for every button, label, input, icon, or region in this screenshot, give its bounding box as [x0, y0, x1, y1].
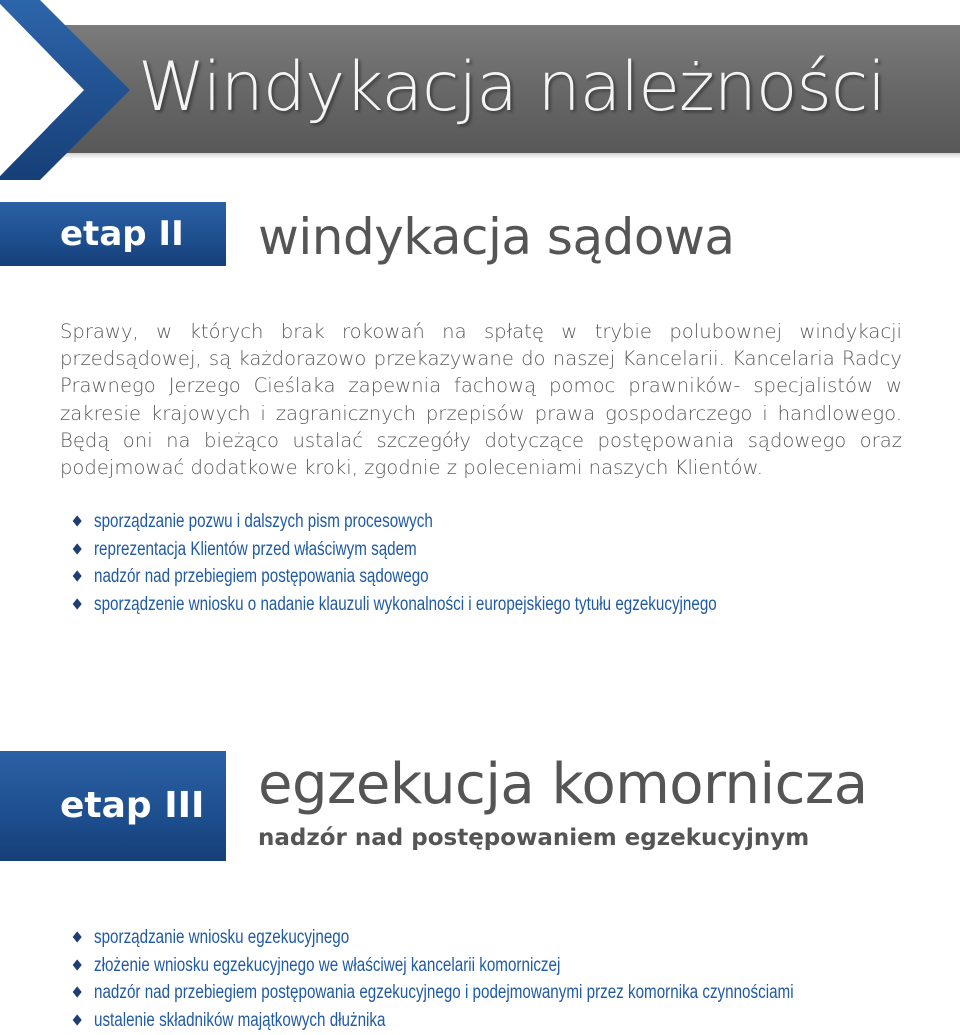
list-item [74, 591, 717, 619]
stage-3-badge: etap III [0, 751, 226, 861]
list-item-text: ustalenie składników majątkowych dłużnika [94, 1009, 386, 1031]
list-item-text: sporządzanie pozwu i dalszych pism procesowych [94, 511, 433, 532]
diamond-bullet-icon [73, 598, 82, 609]
diamond-bullet-icon [73, 570, 82, 581]
stage-3-list [74, 924, 960, 1034]
diamond-bullet-icon [73, 959, 82, 970]
list-item [74, 1007, 794, 1035]
list-item-text: złożenie wniosku egzekucyjnego we właściwej kancelarii komorniczej [94, 954, 561, 976]
banner-shadow [48, 153, 960, 159]
list-item [74, 563, 717, 591]
list-item-text: sporządzanie wniosku egzekucyjnego [94, 927, 350, 948]
stage-2-badge: etap II [0, 202, 226, 266]
list-item [74, 952, 794, 980]
list-item [74, 536, 717, 564]
list-item-text: nadzór nad przebiegiem postępowania egzekucyjnego i podejmowanymi przez komornika czynnościami [94, 982, 794, 1003]
list-item [74, 924, 794, 952]
page-title: Windykacja należności [138, 48, 886, 127]
stage-2-description: Sprawy, w których brak rokowań na spłatę w trybie polubownej windykacji przedsądowej, są każdorazowo przekazywane do naszej Kancelarii. Kancelaria Radcy Prawnego Jerzego Cieślaka zapewnia fachową pomoc prawników- specjalistów w zakresie krajowych i zagranicznych przepisów prawa gospodarczego i handlowego. Będą oni na bieżąco ustalać szczegóły dotyczące postępowania sądowego oraz podejmować dodatkowe kroki, zgodnie z poleceniami naszych Klientów. [60, 320, 902, 480]
diamond-bullet-icon [73, 515, 82, 526]
list-item-text: nadzór nad przebiegiem postępowania sądowego [94, 566, 429, 587]
diamond-bullet-icon [73, 1014, 82, 1025]
stage-2-title: windykacja sądowa [258, 208, 735, 266]
diamond-bullet-icon [73, 931, 82, 942]
stage-2-list [74, 508, 877, 618]
chevron-arrow-icon [0, 0, 140, 180]
list-item [74, 508, 717, 536]
stage-3-title: egzekucja komornicza [258, 752, 868, 817]
list-item-text: sporządzenie wniosku o nadanie klauzuli wykonalności i europejskiego tytułu egzekucyjnego [94, 593, 717, 615]
list-item-text: reprezentacja Klientów przed właściwym sądem [94, 538, 417, 560]
stage-3-subtitle: nadzór nad postępowaniem egzekucyjnym [258, 825, 810, 851]
list-item [74, 979, 794, 1007]
diamond-bullet-icon [73, 543, 82, 554]
diamond-bullet-icon [73, 986, 82, 997]
